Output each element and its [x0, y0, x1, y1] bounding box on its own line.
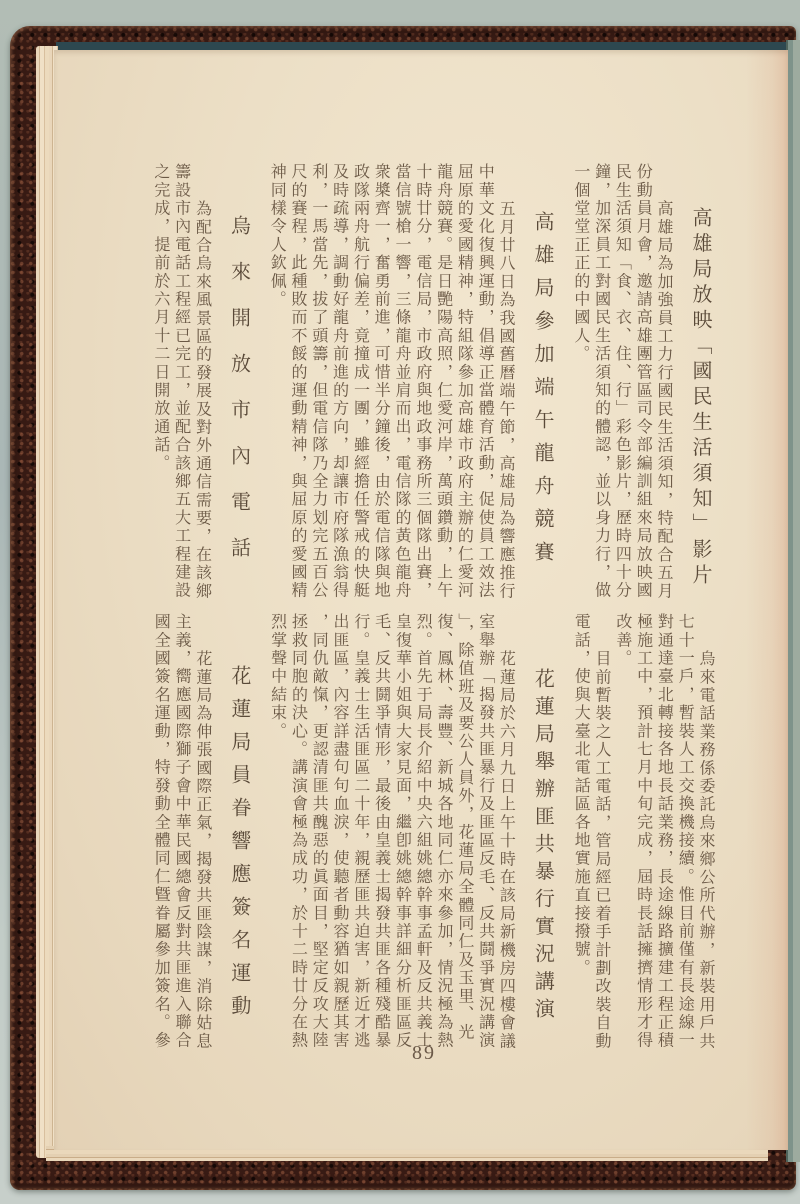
article-wulai-phone-continued — [569, 613, 715, 1053]
article-dragon-boat — [265, 163, 559, 603]
article-paragraph: 高雄局為加強員工力行國民生活須知，特配合五月份動員月會，邀請高雄團管區司令部編訓組來局放映國民生活須知「食、衣、住、行」彩色影片，歷時四十分鐘，加深員工對國民生活須知的體認，並以身力行，做一個堂堂正正的中國人。 — [571, 163, 672, 601]
fore-edge-strip — [786, 40, 800, 1162]
article-paragraph: 花蓮局為伸張國際正氣，揭發共匪陰謀，消除姑息主義，嚮應國際獅子會中華民國總會反對共匪進入聯合國全國簽名運動，特發動全體同仁曁眷屬參加簽名。參 — [152, 613, 211, 1051]
top-text-band — [149, 163, 727, 603]
article-hualien-lecture — [266, 613, 560, 1053]
book-page — [54, 50, 788, 1150]
bottom-text-band — [149, 613, 715, 1053]
article-paragraph: 為配合烏來風景區的發展及對外通信需要，在該鄉籌設市內電話工程經已完工，並配合該鄉五大工程建設之完成，提前於六月十二日開放通話。 — [151, 163, 211, 601]
page-number: 89 — [412, 1042, 436, 1064]
article-kaohsiung-film — [569, 163, 717, 603]
article-title: 花蓮局舉辦匪共暴行實況講演 — [531, 668, 554, 1026]
article-paragraph: 花蓮局於六月九日上午十時在該局新機房四樓會議室舉辦「揭發共匪暴行及匪區反毛、反共鬪爭實況講演」，除值班及要公人員外，花蓮局全體同仁及玉里、光復、鳳林、壽豐、新城各地同仁亦來參加，情況極為熱烈。首先于局長介紹中央六組姚總幹事孟軒及反共義士皇復華小姐與大家見面，繼卽姚總幹事詳細分析匪區反毛、反共鬪爭情形，最後由皇義士揭發共匪各種殘酷暴行。皇義士生活匪區二十年，親歷匪共迫害，新近才逃出匪區，內容詳盡句句血淚，使聽者動容猶如親歷其害，同仇敵愾，更認清匪共醜惡的眞面目，堅定反攻大陸拯救同胞的決心。講演會極為成功，於十二時廿分在熱烈掌聲中結束。 — [268, 613, 515, 1051]
article-title: 烏來開放市內電話 — [227, 215, 250, 583]
article-title: 高雄局放映「國民生活須知」影片 — [689, 207, 711, 590]
article-title: 花蓮局員眷響應簽名運動 — [227, 665, 250, 1028]
article-paragraph: 五月廿八日為我國舊曆端午節，高雄局為響應推行中華文化復興運動，倡導正當體育活動，促使員工效法屈原的愛國精神，特組隊參加高雄市政府主辦的仁愛河龍舟競賽。是日艷陽高照，仁愛河岸，萬頭鑽動，上午十時廿分，電信局，市政府與地政事務所三個隊出賽，當信號槍一響，三條龍舟並肩而出，電信隊的黃色龍舟衆槳齊一，奮勇前進，可惜半分鐘後，由於電信隊與地政隊兩舟航行偏差，竟撞成一團，雖經擔任警戒的快艇及時疏導，調動好龍舟前進的方向，却讓市府隊漁翁得利，一馬當先，拔了頭籌，但電信隊乃全力划完五百公尺的賽程，此種敗而不餒的運動精神，與屈原的愛國精神同樣令人欽佩。 — [268, 163, 515, 601]
article-paragraph: 烏來電話業務係委託烏來鄉公所代辦，新裝用戶共七十一戶，暫裝人工交換機接續。惟目前僅有長途線一對通達臺北轉接各地長話業務，長途線路擴建工程正積極施工中，預計七月中旬完成，屆時長話擁擠情形才得改善。 — [613, 613, 714, 1051]
article-hualien-signature — [149, 613, 255, 1053]
article-paragraph: 目前暫裝之人工電話，管局經已着手計劃改裝自動電話，使與大臺北電話區各地實施直接撥號。 — [572, 613, 611, 1051]
article-title: 高雄局參加端午龍舟競賽 — [531, 211, 554, 574]
article-wulai-phone — [149, 163, 255, 603]
